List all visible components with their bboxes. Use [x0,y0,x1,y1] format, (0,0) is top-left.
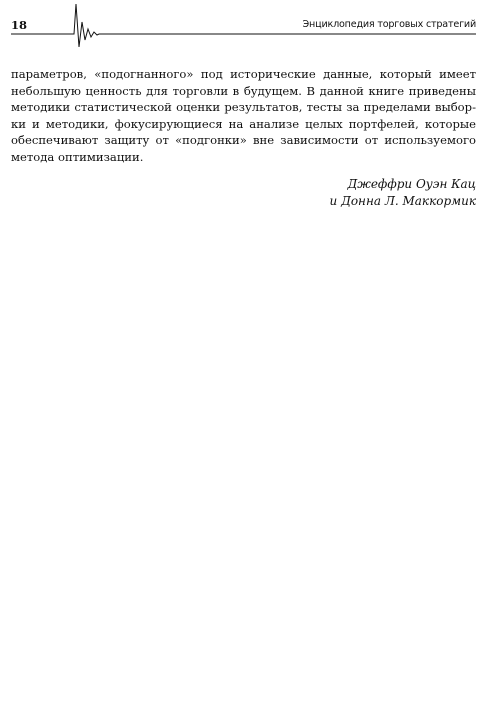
body-paragraph: параметров, «подогнанного» под исторические данные, который имеет небольшую ценность для торговли в будущем. В данной книге приведены методики статистической оценки результатов, тесты за пределами выборки и методики, фокусирующиеся на анализе целых портфелей, которые обеспечивают защиту от «подгонки» вне зависимости от используемого метода оптимизации. [11,67,476,164]
page-number: 18 [11,18,28,32]
signature-line-1: Джеффри Оуэн Кац [347,177,476,191]
running-head: Энциклопедия торговых стратегий [302,19,476,30]
page-header [11,2,476,48]
signature-line-2: и Донна Л. Маккормик [329,194,476,208]
author-signature [330,176,476,210]
